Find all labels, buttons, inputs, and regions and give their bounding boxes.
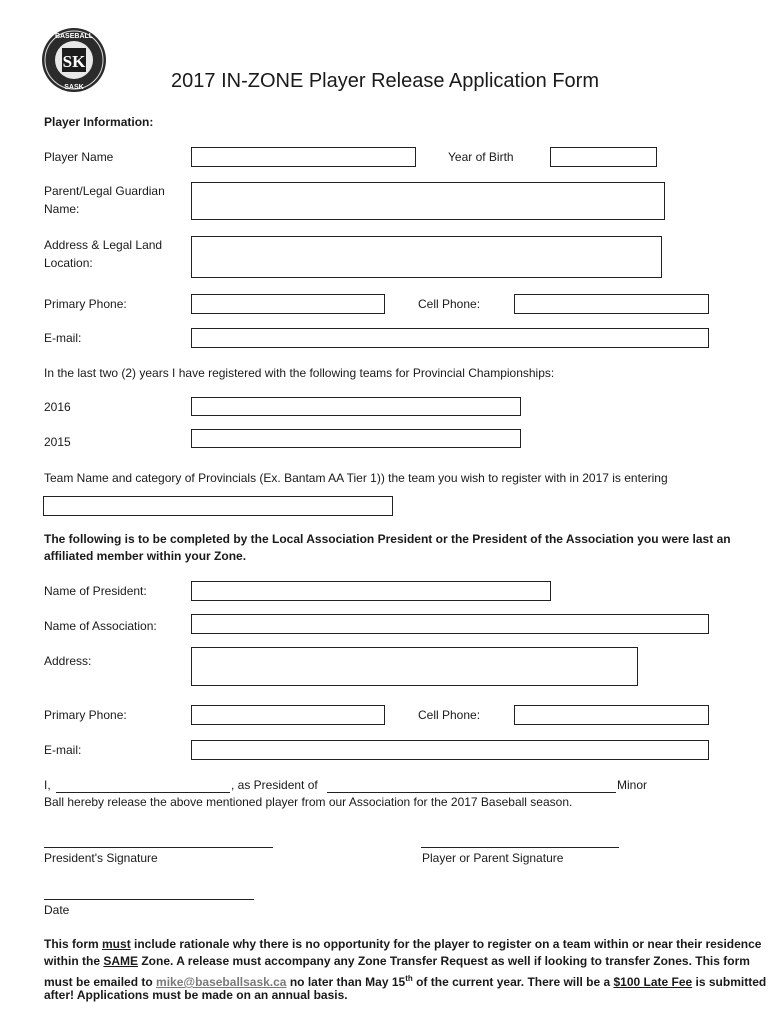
president-heading-line1: The following is to be completed by the Local Association President or the President of the Association you were last an: [44, 532, 731, 546]
date-label: Date: [44, 903, 70, 917]
release-association-line[interactable]: [327, 792, 616, 793]
president-cell-phone-field[interactable]: [514, 705, 709, 725]
primary-phone-label: Primary Phone:: [44, 297, 127, 311]
notice-line2: [44, 953, 750, 970]
notice-email-link[interactable]: mike@baseballsask.ca: [156, 975, 287, 989]
year-2015-label: 2015: [44, 435, 71, 449]
notice-late-fee: $100 Late Fee: [613, 975, 693, 989]
notice-line1: [44, 936, 761, 953]
president-primary-phone-field[interactable]: [191, 705, 385, 725]
notice-text: This form: [44, 937, 103, 951]
president-address-label: Address:: [44, 654, 92, 668]
notice-line4: after! Applications must be made on an annual basis.: [44, 988, 348, 1002]
president-name-field[interactable]: [191, 581, 551, 601]
address-label-line2: Location:: [44, 256, 93, 270]
year-2016-label: 2016: [44, 400, 71, 414]
notice-same: SAME: [103, 954, 138, 968]
release-as-president-text: , as President of: [231, 778, 318, 792]
president-email-label: E-mail:: [44, 743, 82, 757]
email-label: E-mail:: [44, 331, 82, 345]
player-signature-label: Player or Parent Signature: [422, 851, 564, 865]
form-title: 2017 IN-ZONE Player Release Application Form: [171, 70, 599, 92]
address-field[interactable]: [191, 236, 662, 278]
release-president-name-line[interactable]: [56, 792, 230, 793]
player-name-field[interactable]: [191, 147, 416, 167]
notice-th: th: [405, 974, 413, 983]
notice-text: must be emailed to: [44, 975, 157, 989]
logo-top-text: BASEBALL: [54, 33, 94, 40]
release-i-prefix: I,: [44, 778, 51, 792]
notice-text: within the: [44, 954, 104, 968]
logo-mark: SK: [62, 52, 86, 71]
president-signature-line[interactable]: [44, 847, 273, 848]
president-cell-phone-label: Cell Phone:: [418, 708, 481, 722]
year-of-birth-label: Year of Birth: [448, 150, 514, 164]
president-email-field[interactable]: [191, 740, 709, 760]
cell-phone-label: Cell Phone:: [418, 297, 481, 311]
president-primary-phone-label: Primary Phone:: [44, 708, 127, 722]
notice-text: no later than May 15: [286, 975, 406, 989]
team-2015-field[interactable]: [191, 429, 521, 448]
notice-text: include rationale why there is no opportunity for the player to register on a team within or near their residence: [130, 937, 762, 951]
primary-phone-field[interactable]: [191, 294, 385, 314]
notice-text: of the current year. There will be a: [412, 975, 614, 989]
date-line[interactable]: [44, 899, 254, 900]
player-name-label: Player Name: [44, 150, 114, 164]
notice-text: is submitted: [692, 975, 767, 989]
guardian-label-line1: Parent/Legal Guardian: [44, 184, 165, 198]
association-field[interactable]: [191, 614, 709, 634]
email-field[interactable]: [191, 328, 709, 348]
association-label: Name of Association:: [44, 619, 157, 633]
address-label-line1: Address & Legal Land: [44, 238, 163, 252]
notice-text: Zone. A release must accompany any Zone Transfer Request as well if looking to transfer Zones. This form: [138, 954, 750, 968]
president-signature-label: President's Signature: [44, 851, 158, 865]
team-request-text: Team Name and category of Provincials (Ex. Bantam AA Tier 1)) the team you wish to register with in 2017 is entering: [44, 471, 668, 485]
guardian-name-field[interactable]: [191, 182, 665, 220]
logo-bottom-text: SASK: [64, 84, 84, 91]
player-info-heading: Player Information:: [44, 115, 154, 129]
player-signature-line[interactable]: [421, 847, 619, 848]
release-minor-text: Minor: [617, 778, 648, 792]
president-name-label: Name of President:: [44, 584, 147, 598]
notice-must: must: [102, 937, 131, 951]
president-address-field[interactable]: [191, 647, 638, 686]
release-line2: Ball hereby release the above mentioned player from our Association for the 2017 Baseball season.: [44, 795, 573, 809]
cell-phone-field[interactable]: [514, 294, 709, 314]
team-request-field[interactable]: [43, 496, 393, 516]
history-intro: In the last two (2) years I have registered with the following teams for Provincial Championships:: [44, 366, 555, 380]
guardian-label-line2: Name:: [44, 202, 80, 216]
president-heading-line2: affiliated member within your Zone.: [44, 549, 247, 563]
team-2016-field[interactable]: [191, 397, 521, 416]
year-of-birth-field[interactable]: [550, 147, 657, 167]
